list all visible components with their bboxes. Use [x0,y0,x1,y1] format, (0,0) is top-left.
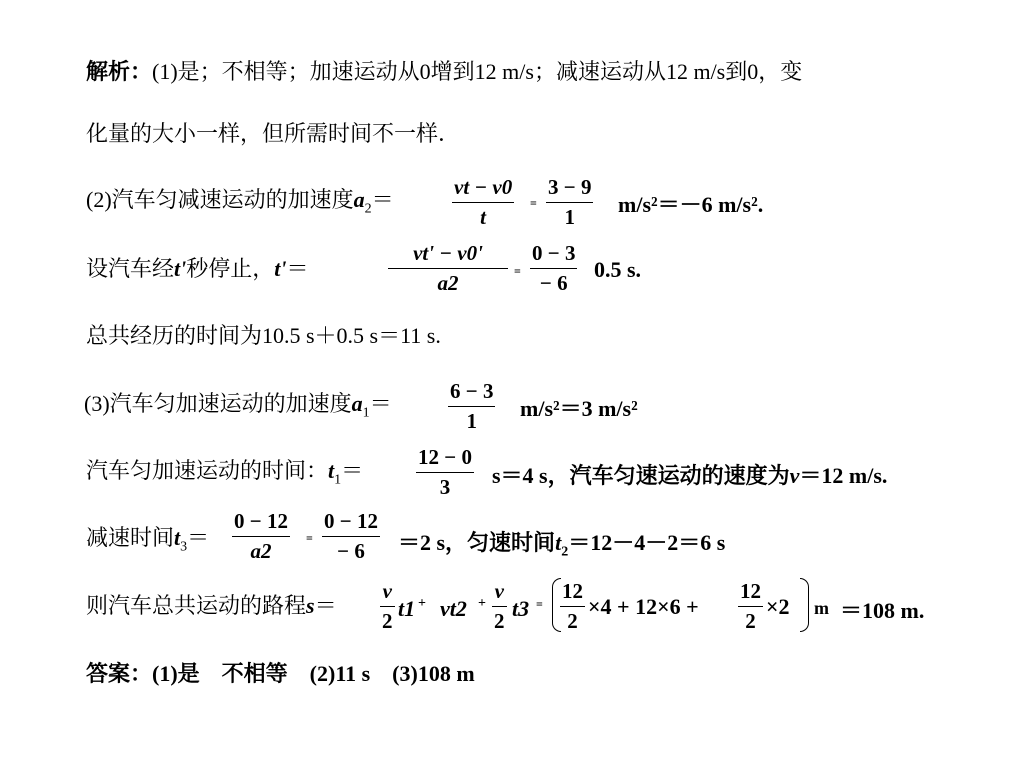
equals: ＝ [371,187,394,212]
answer-text: (1)是 不相等 (2)11 s (3)108 m [152,661,475,686]
frac-den: 2 [567,609,578,633]
frac-bar [452,202,514,203]
times-terms: ×4 + 12×6 + [588,594,699,619]
analysis-line-1 [86,58,802,86]
fraction-6-3-over-1 [448,378,495,434]
plus-2: + [478,596,486,611]
fraction-vt-prime-over-a2 [388,240,508,296]
uniform-time-result: ＝12－4－2＝6 s [568,530,726,555]
frac-den: a2 [437,271,459,295]
fraction-12-over-2-a [560,578,585,634]
right-paren [800,578,809,632]
sub-1: 1 [362,405,370,421]
frac-bar [388,268,508,269]
sub-2: 2 [561,544,569,560]
fraction-v-over-2-a [380,578,395,634]
decel-time-result: ＝2 s，匀速时间 [398,530,556,555]
frac-den: a2 [250,539,272,563]
term-t1: t1 [398,596,416,621]
term-vt2: vt2 [440,596,467,621]
frac-den: 1 [466,409,477,433]
frac-bar [380,606,395,607]
fraction-3-9-over-1 [546,174,593,230]
frac-num: 12 [740,579,761,603]
sub-3: 3 [180,539,188,555]
stop-time-line [86,255,309,283]
var-a: a [351,391,363,416]
frac-num: vt' − v0' [413,241,483,265]
frac-den: 3 [439,475,451,499]
var-t-prime-2: t' [274,256,287,281]
fraction-12-0-over-3 [416,444,474,500]
frac-den: − 6 [337,539,365,563]
frac-den: 2 [382,609,393,633]
fraction-12-over-2-b [738,578,763,634]
sub-2: 2 [364,201,372,217]
analysis-text-1: (1)是；不相等；加速运动从0增到12 m/s；减速运动从12 m/s到0，变 [152,59,803,84]
accel-line [84,390,392,427]
frac-den: 1 [564,205,575,229]
fraction-0-12-over-neg6 [322,508,380,564]
frac-bar [560,606,585,607]
equals: ＝ [341,458,364,483]
frac-num: 12 − 0 [418,445,472,469]
total-time-text: 总共经历的时间为10.5 s＋0.5 s＝11 s. [86,323,441,348]
distance-result: ＝108 m. [840,598,925,623]
equals: ＝ [369,391,392,416]
equals: ＝ [187,525,210,550]
small-equals: = [536,597,543,611]
frac-bar [546,202,593,203]
frac-bar [416,472,474,473]
decel-time-prefix: 减速时间 [86,525,175,550]
small-equals: = [514,264,521,278]
sub-1: 1 [334,472,342,488]
accel-result: m/s²＝3 m/s² [520,396,638,421]
distance-line [86,592,337,620]
plus-1: + [418,596,426,611]
small-equals: = [530,196,537,210]
stop-time-result: 0.5 s. [594,257,642,282]
total-time-line [86,322,441,350]
var-s: s [306,593,315,618]
analysis-text-2: 化量的大小一样，但所需时间不一样． [86,121,461,146]
frac-den: − 6 [539,271,568,295]
frac-num: 3 − 9 [548,175,592,199]
accel-time-suffix-text: s＝4 s，汽车匀速运动的速度为 [492,463,790,488]
fraction-v-over-2-b [492,578,507,634]
term-t3: t3 [512,596,530,621]
equals: ＝ [286,256,309,281]
frac-den: 2 [745,609,756,633]
frac-num: vt − v0 [454,175,513,199]
accel-time-line [86,457,363,494]
var-t-prime: t' [174,256,187,281]
accel-decel-result: m/s²＝－6 m/s². [618,192,764,217]
frac-den: 2 [494,609,505,633]
answer-label: 答案： [86,661,153,686]
speed-value: ＝12 m/s. [799,463,888,488]
small-equals: = [306,531,313,545]
decel-time-line [86,524,209,561]
var-v: v [789,463,800,488]
unit-m: m [814,598,829,618]
var-t2: t [555,530,562,555]
fraction-0-12-over-a2 [232,508,290,564]
accel-time-suffix [492,459,887,490]
frac-bar [530,268,577,269]
var-a: a [353,187,365,212]
distance-prefix: 则汽车总共运动的路程 [86,593,307,618]
frac-bar [492,606,507,607]
frac-num: 0 − 12 [234,509,288,533]
var-t: t [174,525,181,550]
accel-time-prefix: 汽车匀加速运动的时间： [86,458,329,483]
frac-num: 0 − 3 [532,241,576,265]
frac-bar [322,536,380,537]
stop-time-mid: 秒停止， [186,256,275,281]
equals: ＝ [314,593,337,618]
decel-time-suffix [398,526,725,560]
times-2: ×2 [766,594,790,619]
frac-bar [232,536,290,537]
frac-num: v [382,579,392,603]
accel-decel-line [86,186,394,223]
frac-den: t [480,205,487,229]
frac-bar [448,406,495,407]
answer-line [86,660,475,688]
frac-num: v [494,579,504,603]
frac-num: 12 [562,579,583,603]
fraction-vt-v0-over-t [452,174,514,230]
accel-prefix: (3)汽车匀加速运动的加速度 [84,391,352,416]
accel-decel-prefix: (2)汽车匀减速运动的加速度 [86,187,354,212]
var-t: t [328,458,335,483]
frac-num: 0 − 12 [324,509,378,533]
analysis-line-2 [86,120,460,148]
fraction-0-3-over-neg6 [530,240,577,296]
frac-bar [738,606,763,607]
frac-num: 6 − 3 [450,379,494,403]
analysis-label: 解析： [86,59,153,84]
stop-time-prefix: 设汽车经 [86,256,175,281]
